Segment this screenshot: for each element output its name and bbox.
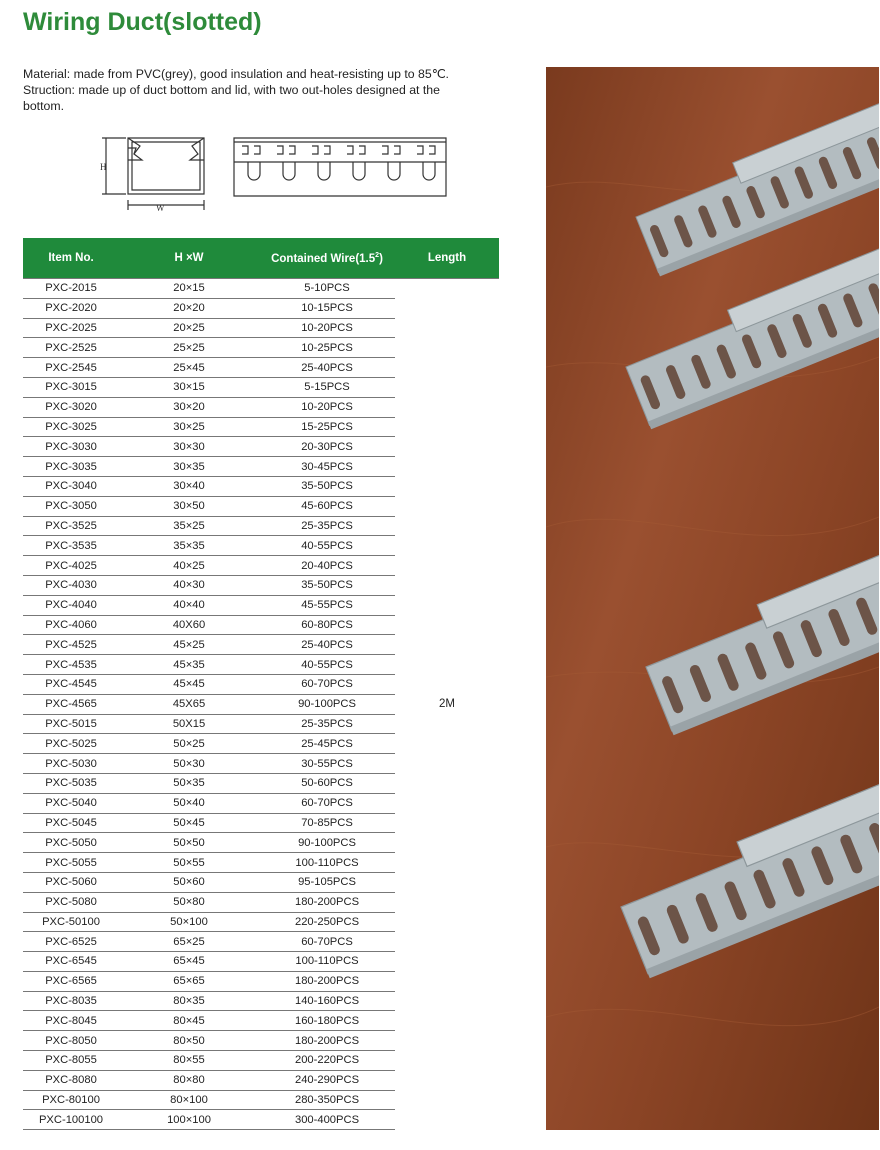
cell-contained-wire: 15-25PCS <box>259 417 395 437</box>
cell-item-no: PXC-2025 <box>23 318 119 338</box>
cell-contained-wire: 95-105PCS <box>259 872 395 892</box>
cell-hw: 80×100 <box>119 1090 259 1110</box>
cell-item-no: PXC-8080 <box>23 1070 119 1090</box>
cell-item-no: PXC-4060 <box>23 615 119 635</box>
cell-item-no: PXC-3020 <box>23 397 119 417</box>
cell-hw: 65×45 <box>119 952 259 972</box>
cell-hw: 25×45 <box>119 358 259 378</box>
cell-contained-wire: 180-200PCS <box>259 971 395 991</box>
lid-clip <box>382 146 400 154</box>
cell-contained-wire: 60-70PCS <box>259 674 395 694</box>
cell-hw: 20×20 <box>119 298 259 318</box>
cell-contained-wire: 5-10PCS <box>259 279 395 299</box>
cell-item-no: PXC-6545 <box>23 952 119 972</box>
lid-clip <box>277 146 295 154</box>
cell-contained-wire: 25-35PCS <box>259 714 395 734</box>
cell-item-no: PXC-4545 <box>23 674 119 694</box>
slot <box>353 162 365 180</box>
cell-contained-wire: 70-85PCS <box>259 813 395 833</box>
cell-hw: 50×45 <box>119 813 259 833</box>
cell-contained-wire: 300-400PCS <box>259 1110 395 1130</box>
slot <box>283 162 295 180</box>
cell-hw: 45×25 <box>119 635 259 655</box>
cell-contained-wire: 10-15PCS <box>259 298 395 318</box>
duct-diagram <box>98 128 450 214</box>
cell-contained-wire: 180-200PCS <box>259 892 395 912</box>
lid-clip <box>417 146 435 154</box>
table-body <box>23 279 499 1130</box>
cell-item-no: PXC-5015 <box>23 714 119 734</box>
cell-contained-wire: 10-20PCS <box>259 397 395 417</box>
cell-item-no: PXC-8035 <box>23 991 119 1011</box>
cell-contained-wire: 220-250PCS <box>259 912 395 932</box>
cell-item-no: PXC-3015 <box>23 377 119 397</box>
cell-hw: 50×80 <box>119 892 259 912</box>
cell-hw: 50×50 <box>119 833 259 853</box>
cell-item-no: PXC-5040 <box>23 793 119 813</box>
cell-contained-wire: 160-180PCS <box>259 1011 395 1031</box>
cell-hw: 30×30 <box>119 437 259 457</box>
cell-hw: 40×30 <box>119 575 259 595</box>
struction-text: Struction: made up of duct bottom and lid, with two out-holes designed at the <box>23 83 440 97</box>
cell-contained-wire: 60-70PCS <box>259 932 395 952</box>
cell-hw: 100×100 <box>119 1110 259 1130</box>
cell-item-no: PXC-4525 <box>23 635 119 655</box>
cell-hw: 20×25 <box>119 318 259 338</box>
cell-item-no: PXC-2015 <box>23 279 119 299</box>
cell-item-no: PXC-5030 <box>23 754 119 774</box>
lid-clip <box>347 146 365 154</box>
cell-contained-wire: 45-55PCS <box>259 595 395 615</box>
table-header-row <box>23 238 499 279</box>
slot <box>423 162 435 180</box>
width-label: W <box>156 203 165 213</box>
cell-hw: 50×100 <box>119 912 259 932</box>
cell-item-no: PXC-3525 <box>23 516 119 536</box>
cell-contained-wire: 45-60PCS <box>259 496 395 516</box>
cell-contained-wire: 25-35PCS <box>259 516 395 536</box>
cell-contained-wire: 10-20PCS <box>259 318 395 338</box>
cell-item-no: PXC-2525 <box>23 338 119 358</box>
cell-item-no: PXC-6525 <box>23 932 119 952</box>
cell-contained-wire: 140-160PCS <box>259 991 395 1011</box>
cell-contained-wire: 60-70PCS <box>259 793 395 813</box>
cell-hw: 80×45 <box>119 1011 259 1031</box>
cell-item-no: PXC-3030 <box>23 437 119 457</box>
cell-contained-wire: 60-80PCS <box>259 615 395 635</box>
cell-contained-wire: 40-55PCS <box>259 536 395 556</box>
header-item-no: Item No. <box>23 238 119 279</box>
header-length: Length <box>395 238 499 279</box>
table-row <box>23 279 499 299</box>
cell-item-no: PXC-100100 <box>23 1110 119 1130</box>
cell-hw: 30×20 <box>119 397 259 417</box>
lid-clip <box>242 146 260 154</box>
cell-hw: 30×15 <box>119 377 259 397</box>
cell-contained-wire: 30-45PCS <box>259 457 395 477</box>
cell-item-no: PXC-80100 <box>23 1090 119 1110</box>
cell-contained-wire: 20-30PCS <box>259 437 395 457</box>
slot <box>388 162 400 180</box>
cell-contained-wire: 100-110PCS <box>259 853 395 873</box>
cell-item-no: PXC-8045 <box>23 1011 119 1031</box>
slot-row <box>242 146 435 180</box>
cell-hw: 50X15 <box>119 714 259 734</box>
cell-item-no: PXC-4535 <box>23 655 119 675</box>
cell-contained-wire: 40-55PCS <box>259 655 395 675</box>
cell-item-no: PXC-50100 <box>23 912 119 932</box>
cell-hw: 65×65 <box>119 971 259 991</box>
cell-item-no: PXC-4040 <box>23 595 119 615</box>
cell-item-no: PXC-5035 <box>23 773 119 793</box>
cell-item-no: PXC-5045 <box>23 813 119 833</box>
cell-hw: 40×40 <box>119 595 259 615</box>
cell-hw: 50×40 <box>119 793 259 813</box>
cell-hw: 35×35 <box>119 536 259 556</box>
cell-hw: 65×25 <box>119 932 259 952</box>
cell-item-no: PXC-3040 <box>23 476 119 496</box>
cell-hw: 45X65 <box>119 694 259 714</box>
slot <box>248 162 260 180</box>
cell-item-no: PXC-2020 <box>23 298 119 318</box>
cell-hw: 80×80 <box>119 1070 259 1090</box>
cell-hw: 30×40 <box>119 476 259 496</box>
slot <box>318 162 330 180</box>
cell-item-no: PXC-3035 <box>23 457 119 477</box>
cell-item-no: PXC-4030 <box>23 575 119 595</box>
cell-item-no: PXC-6565 <box>23 971 119 991</box>
cell-hw: 45×45 <box>119 674 259 694</box>
cell-hw: 35×25 <box>119 516 259 536</box>
cell-contained-wire: 100-110PCS <box>259 952 395 972</box>
spec-table <box>23 238 499 1130</box>
cell-contained-wire: 25-40PCS <box>259 635 395 655</box>
cell-contained-wire: 180-200PCS <box>259 1031 395 1051</box>
side-view-drawing <box>234 138 446 196</box>
cell-hw: 30×50 <box>119 496 259 516</box>
cell-hw: 40X60 <box>119 615 259 635</box>
cell-contained-wire: 35-50PCS <box>259 575 395 595</box>
cell-hw: 25×25 <box>119 338 259 358</box>
cell-contained-wire: 5-15PCS <box>259 377 395 397</box>
header-contained-wire: Contained $Wire(1.5^2)$ <box>259 238 395 279</box>
cell-hw: 80×55 <box>119 1051 259 1071</box>
cell-item-no: PXC-5055 <box>23 853 119 873</box>
cell-item-no: PXC-8055 <box>23 1051 119 1071</box>
cell-hw: 40×25 <box>119 556 259 576</box>
cell-hw: 50×25 <box>119 734 259 754</box>
cell-contained-wire: 50-60PCS <box>259 773 395 793</box>
cell-item-no: PXC-3050 <box>23 496 119 516</box>
lid-clip <box>312 146 330 154</box>
cell-hw: 50×35 <box>119 773 259 793</box>
cell-item-no: PXC-5080 <box>23 892 119 912</box>
cell-contained-wire: 90-100PCS <box>259 694 395 714</box>
cell-hw: 50×60 <box>119 872 259 892</box>
cell-hw: 45×35 <box>119 655 259 675</box>
cell-hw: 50×55 <box>119 853 259 873</box>
cell-contained-wire: 200-220PCS <box>259 1051 395 1071</box>
cell-item-no: PXC-3535 <box>23 536 119 556</box>
cell-hw: 30×35 <box>119 457 259 477</box>
cell-item-no: PXC-3025 <box>23 417 119 437</box>
cell-contained-wire: 25-45PCS <box>259 734 395 754</box>
cell-contained-wire: 90-100PCS <box>259 833 395 853</box>
cross-section-drawing <box>102 138 204 210</box>
height-label: H <box>100 162 107 172</box>
cell-contained-wire: 30-55PCS <box>259 754 395 774</box>
cell-item-no: PXC-5050 <box>23 833 119 853</box>
description <box>23 66 503 114</box>
cell-item-no: PXC-8050 <box>23 1031 119 1051</box>
cell-hw: 50×30 <box>119 754 259 774</box>
cell-contained-wire: 10-25PCS <box>259 338 395 358</box>
cell-contained-wire: 25-40PCS <box>259 358 395 378</box>
struction-text-cont: bottom. <box>23 99 65 113</box>
cell-length: 2M <box>395 279 499 1130</box>
product-photo <box>546 67 879 1130</box>
cell-hw: 20×15 <box>119 279 259 299</box>
cell-contained-wire: 20-40PCS <box>259 556 395 576</box>
cell-item-no: PXC-5025 <box>23 734 119 754</box>
cell-item-no: PXC-5060 <box>23 872 119 892</box>
material-text: Material: made from PVC(grey), good insulation and heat-resisting up to 85℃. <box>23 67 449 81</box>
cell-contained-wire: 35-50PCS <box>259 476 395 496</box>
cell-contained-wire: 240-290PCS <box>259 1070 395 1090</box>
cell-item-no: PXC-2545 <box>23 358 119 378</box>
cell-item-no: PXC-4025 <box>23 556 119 576</box>
cell-contained-wire: 280-350PCS <box>259 1090 395 1110</box>
cell-hw: 80×35 <box>119 991 259 1011</box>
header-hw: H ×W <box>119 238 259 279</box>
cell-item-no: PXC-4565 <box>23 694 119 714</box>
cell-hw: 80×50 <box>119 1031 259 1051</box>
cell-hw: 30×25 <box>119 417 259 437</box>
page-title: Wiring Duct(slotted) <box>23 8 262 36</box>
